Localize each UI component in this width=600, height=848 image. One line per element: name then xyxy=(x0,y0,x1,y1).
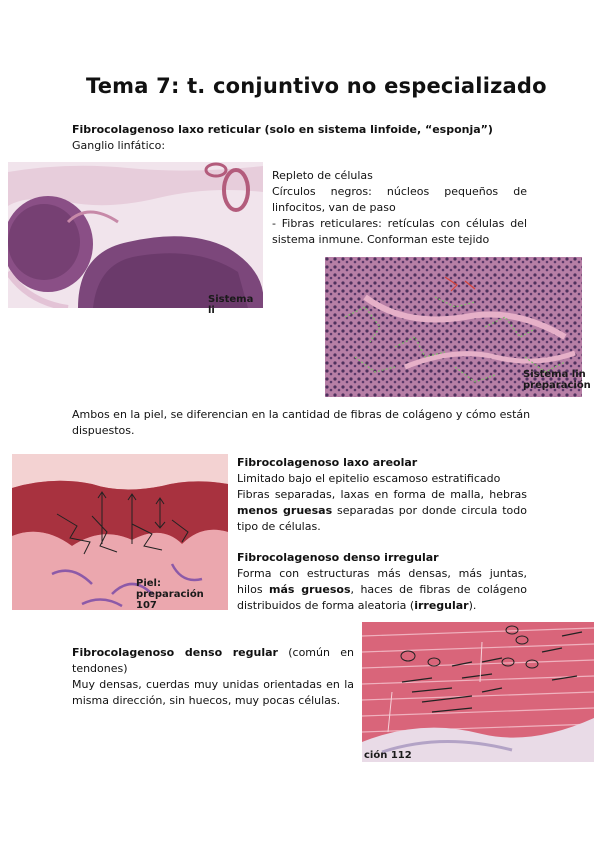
text-span: Forma con estructuras más densas, más juntas, hilos xyxy=(237,567,527,596)
image-label-line: Sistema lin xyxy=(523,369,586,380)
page-title: Tema 7: t. conjuntivo no especializado xyxy=(86,74,547,98)
skin-micrograph xyxy=(12,454,228,610)
description-line: Círculos negros: núcleos pequeños de linfocitos, van de paso xyxy=(272,185,527,214)
description-line: Repleto de células xyxy=(272,169,373,182)
areolar-line xyxy=(237,487,527,535)
text-span-bold: más gruesos xyxy=(269,583,351,596)
dense-regular-heading-line xyxy=(72,645,354,677)
text-span: Fibras separadas, laxas en forma de malla, hebras xyxy=(237,488,527,501)
areolar-line: Limitado bajo el epitelio escamoso estratificado xyxy=(237,472,501,485)
image-label xyxy=(523,369,591,391)
section-subheading-ganglio: Ganglio linfático: xyxy=(72,139,166,152)
image-label xyxy=(136,578,228,611)
reticular-description xyxy=(272,168,527,248)
text-span: (común en tendones) xyxy=(72,646,354,675)
section-heading-dense-irregular: Fibrocolagenoso denso irregular xyxy=(237,551,439,564)
image-label-line: Piel: xyxy=(136,578,161,589)
dense-regular-text: Muy densas, cuerdas muy unidas orientadas en la misma dirección, sin huecos, muy pocas células. xyxy=(72,678,354,707)
text-span: ). xyxy=(468,599,477,612)
comparison-paragraph: Ambos en la piel, se diferencian en la cantidad de fibras de colágeno y cómo están dispuestos. xyxy=(72,408,531,437)
image-label: ción 112 xyxy=(364,750,412,761)
image-label-line: preparación xyxy=(523,380,591,391)
text-span-bold: irregular xyxy=(414,599,469,612)
text-span: , haces de fibras de colágeno distribuidos de forma aleatoria ( xyxy=(237,583,528,612)
image-label-line: preparación 107 xyxy=(136,589,204,611)
areolar-section xyxy=(237,455,527,535)
reticular-fibers-micrograph xyxy=(325,257,591,397)
dense-irregular-section xyxy=(237,550,527,614)
section-heading-areolar: Fibrocolagenoso laxo areolar xyxy=(237,456,418,469)
image-label: Sistema li xyxy=(208,294,254,316)
tendon-micrograph xyxy=(362,622,594,762)
dense-regular-section xyxy=(72,645,354,709)
section-heading-dense-regular: Fibrocolagenoso denso regular xyxy=(72,646,278,659)
text-span: separadas por donde circula todo tipo de células. xyxy=(237,504,527,533)
text-span-bold: menos gruesas xyxy=(237,504,333,517)
lymph-node-micrograph xyxy=(8,162,263,316)
section-heading-reticular: Fibrocolagenoso laxo reticular (solo en sistema linfoide, “esponja”) xyxy=(72,123,493,136)
dense-irregular-text xyxy=(237,566,527,614)
description-line: - Fibras reticulares: retículas con células del sistema inmune. Conforman este tejido xyxy=(272,217,527,246)
